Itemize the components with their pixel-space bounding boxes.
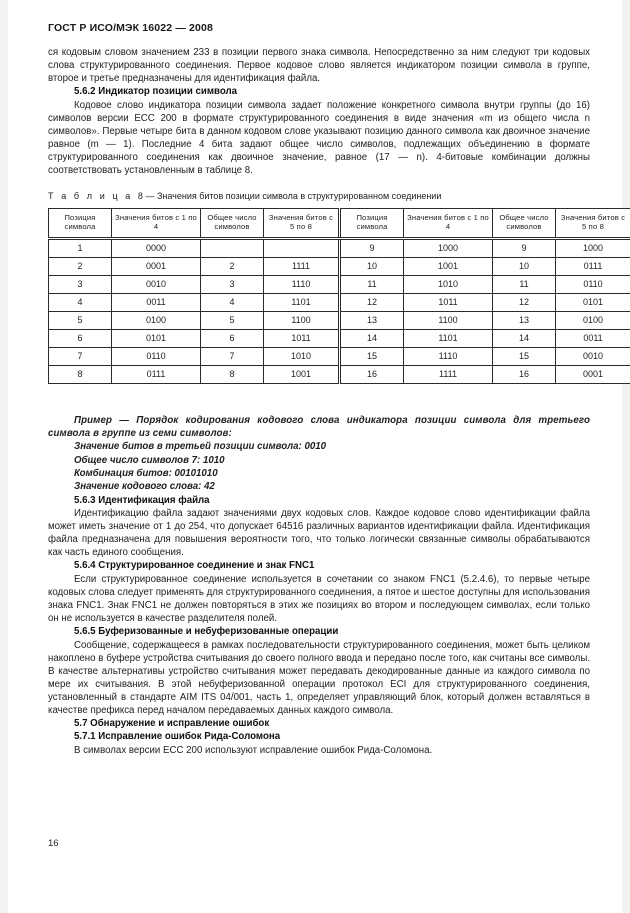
table-cell: 1001	[264, 365, 340, 383]
table-cell: 1101	[404, 329, 493, 347]
table-cell: 7	[49, 347, 112, 365]
table-cell: 0100	[556, 311, 630, 329]
table-cell: 0010	[556, 347, 630, 365]
text-flow	[48, 46, 626, 757]
example-line-4: Значение кодового слова: 42	[74, 481, 215, 493]
table-header-cell: Общее число символов	[493, 208, 556, 238]
table-cell: 1111	[404, 365, 493, 383]
table-header-cell: Значения битов с 1 по 4	[404, 208, 493, 238]
table-cell: 11	[340, 275, 404, 293]
table-cell: 1110	[404, 347, 493, 365]
spacer-before-table-caption	[48, 177, 590, 190]
table-cell: 1111	[264, 257, 340, 275]
table-row	[49, 365, 630, 383]
spacer-after-table	[48, 384, 590, 414]
example-line-1: Значение битов в третьей позиции символа: 0010	[74, 441, 327, 453]
table-cell: 16	[493, 365, 556, 383]
table-cell: 12	[340, 293, 404, 311]
table-header-row	[49, 208, 630, 238]
table-cell: 6	[49, 329, 112, 347]
table-cell: 13	[340, 311, 404, 329]
table-cell: 2	[201, 257, 264, 275]
page-number: 16	[48, 838, 59, 849]
table-cell: 0000	[112, 238, 201, 257]
heading-5-6-5: 5.6.5 Буферизованные и небуферизованные операции	[74, 626, 339, 637]
table-cell: 4	[201, 293, 264, 311]
paragraph-continuation: ся кодовым словом значением 233 в позиции первого знака символа. Непосредственно за ним следуют три кодовых слова структурированного соединения. Первое кодовое слово является индикатором позиции символа в группе, второе и третье предназначены для идентификация файла.	[48, 47, 590, 84]
paragraph-5-7-1-body: В символах версии ЕСС 200 используют исправление ошибок Рида-Соломона.	[74, 744, 433, 756]
table-cell: 12	[493, 293, 556, 311]
table-cell: 10	[340, 257, 404, 275]
table-cell: 0100	[112, 311, 201, 329]
table-cell: 0101	[112, 329, 201, 347]
table-cell: 1011	[264, 329, 340, 347]
page-content	[48, 0, 626, 913]
table-caption	[48, 190, 590, 202]
document-page	[8, 0, 626, 913]
table-cell: 0101	[556, 293, 630, 311]
table-caption-text: — Значения битов позиции символа в структурированном соединении	[145, 190, 442, 201]
table-cell: 0110	[556, 275, 630, 293]
table-cell: 0011	[112, 293, 201, 311]
table-cell: 4	[49, 293, 112, 311]
table-cell: 1010	[264, 347, 340, 365]
table-cell: 1010	[404, 275, 493, 293]
heading-5-7-1: 5.7.1 Исправление ошибок Рида-Соломона	[74, 731, 281, 743]
bit-values-table	[48, 208, 630, 384]
table-row	[49, 329, 630, 347]
table-cell: 0001	[556, 365, 630, 383]
table-cell: 0011	[556, 329, 630, 347]
table-cell: 14	[493, 329, 556, 347]
table-cell: 0110	[112, 347, 201, 365]
table-cell: 10	[493, 257, 556, 275]
table-cell: 1000	[404, 238, 493, 257]
table-header-cell: Значения битов с 5 по 8	[556, 208, 630, 238]
table-cell: 0111	[556, 257, 630, 275]
table-cell: 15	[340, 347, 404, 365]
table-cell: 5	[201, 311, 264, 329]
table-body	[49, 238, 630, 383]
heading-5-6-2: 5.6.2 Индикатор позиции символа	[74, 86, 238, 97]
example-lead: Пример — Порядок кодирования кодового слова индикатора позиции символа для третьего символа в группе из семи символов:	[48, 414, 590, 439]
table-row	[49, 347, 630, 365]
table-cell: 9	[493, 238, 556, 257]
table-cell: 0001	[112, 257, 201, 275]
table-cell: 7	[201, 347, 264, 365]
table-cell	[201, 238, 264, 257]
paragraph-5-6-4-body: Если структурированное соединение используется в сочетании со знаком FNC1 (5.2.4.6), то первые четыре кодовых слова следует применять для структурированного соединения, а пятое и шестое доступны для использования знака FNC1. Знак FNC1 не должен повторяться в этих же позициях во втором и последующем символах, если только он не используется в качестве разделителя полей.	[48, 574, 590, 624]
example-line-2: Общее число символов 7: 1010	[74, 454, 225, 466]
table-cell: 8	[49, 365, 112, 383]
table-cell: 3	[201, 275, 264, 293]
table-cell: 1101	[264, 293, 340, 311]
table-header-cell: Позиция символа	[49, 208, 112, 238]
table-row	[49, 293, 630, 311]
table-caption-number: 8	[137, 190, 143, 201]
heading-5-7: 5.7 Обнаружение и исправление ошибок	[74, 717, 270, 729]
table-row	[49, 311, 630, 329]
table-cell: 11	[493, 275, 556, 293]
table-cell: 1001	[404, 257, 493, 275]
table-cell: 6	[201, 329, 264, 347]
table-header-cell: Позиция символа	[340, 208, 404, 238]
table-cell: 1100	[404, 311, 493, 329]
example-line-3: Комбинация битов: 00101010	[74, 468, 218, 479]
table-cell: 14	[340, 329, 404, 347]
table-head	[49, 208, 630, 238]
table-row	[49, 275, 630, 293]
table-cell: 0111	[112, 365, 201, 383]
table-cell: 16	[340, 365, 404, 383]
heading-5-6-3: 5.6.3 Идентификация файла	[74, 494, 210, 506]
table-header-cell: Значения битов с 1 по 4	[112, 208, 201, 238]
table-header-cell: Значения битов с 5 по 8	[264, 208, 340, 238]
heading-5-6-4: 5.6.4 Структурированное соединение и знак FNC1	[74, 560, 315, 572]
table-cell: 5	[49, 311, 112, 329]
table-cell: 1100	[264, 311, 340, 329]
table-cell: 8	[201, 365, 264, 383]
table-cell: 1000	[556, 238, 630, 257]
paragraph-5-6-2-body: Кодовое слово индикатора позиции символа задает положение конкретного символа внутри группы (до 16) символов версии ЕСС 200 в формате структурированного соединения в виде значения «m из общего числа n символов». Первые четыре бита в данном кодовом слове указывают позицию данного символа как двоичное значение равное (m — 1). Последние 4 бита задают общее число символов, подлежащих объединению в формате структурированного соединения как двоичное значение, равное (17 — n). 4-битовые комбинации должны соответствовать установленным в таблице 8.	[48, 99, 590, 176]
table-cell: 1110	[264, 275, 340, 293]
table-cell: 15	[493, 347, 556, 365]
table-cell: 3	[49, 275, 112, 293]
paragraph-5-6-3-body: Идентификацию файла задают значениями двух кодовых слов. Каждое кодовое слово идентификации файла может иметь значение от 1 до 254, что допускает 64516 различных вариантов идентификации файла. Идентификация файла предназначена для повышения вероятности того, что только логически связанные символы обрабатываются как часть единого сообщения.	[48, 508, 590, 559]
table-caption-label: Т а б л и ц а	[48, 190, 133, 201]
table-cell: 13	[493, 311, 556, 329]
table-cell: 1011	[404, 293, 493, 311]
table-header-cell: Общее число символов	[201, 208, 264, 238]
table-row	[49, 238, 630, 257]
table-cell: 9	[340, 238, 404, 257]
table-cell	[264, 238, 340, 257]
document-header: ГОСТ Р ИСО/МЭК 16022 — 2008	[48, 22, 213, 34]
table-row	[49, 257, 630, 275]
table-cell: 0010	[112, 275, 201, 293]
paragraph-5-6-5-body: Сообщение, содержащееся в рамках последовательности структурированного соединения, может быть целиком накоплено в буфере устройства считывания до своего полного ввода и передано после того, как считаны все символы. В качестве альтернативы устройство считывания может передавать декодированные данные из каждого символа по мере их считывания. В этой небуферизованной операции протокол ЕСI для структурированного соединения, установленный в стандарте AIM ITS 04/001, часть 1, определяет управляющий блок, который должен вставляться в качестве префикса перед началом передаваемых данных каждого символа.	[48, 639, 590, 716]
table-cell: 2	[49, 257, 112, 275]
table-cell: 1	[49, 238, 112, 257]
